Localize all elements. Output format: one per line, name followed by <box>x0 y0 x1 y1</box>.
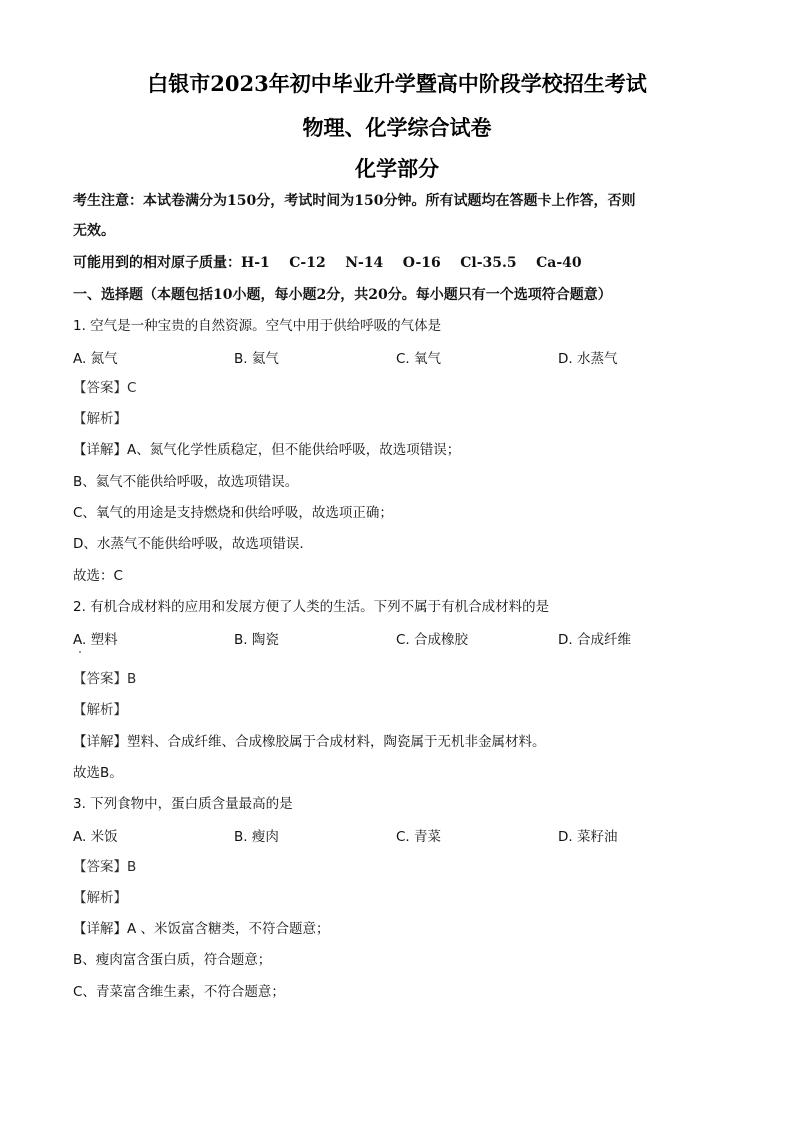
question-stem: 3. 下列食物中，蛋白质含量最高的是 <box>73 796 293 812</box>
detail-line: B、氦气不能供给呼吸，故选项错误。 <box>73 474 299 490</box>
question-stem: 1. 空气是一种宝贵的自然资源。空气中用于供给呼吸的气体是 <box>73 318 442 334</box>
exam-part-title: 化学部分 <box>355 156 439 181</box>
detail-line: 【详解】塑料、合成纤维、合成橡胶属于合成材料，陶瓷属于无机非金属材料。 <box>73 734 546 750</box>
answer-label: 【答案】B <box>73 671 137 687</box>
question-stem: 2. 有机合成材料的应用和发展方便了人类的生活。下列不属于有机合成材料的是 <box>73 599 550 615</box>
detail-line: B、瘦肉富含蛋白质，符合题意； <box>73 952 272 968</box>
notice-line-2: 无效。 <box>73 223 115 239</box>
option-d: D. 水蒸气 <box>558 351 618 367</box>
option-b: B. 瘦肉 <box>234 829 279 845</box>
exam-subtitle: 物理、化学综合试卷 <box>302 115 492 140</box>
scan-speck <box>79 651 81 653</box>
conclusion-line: 故选：C <box>73 568 123 584</box>
option-a: A. 米饭 <box>73 829 118 845</box>
option-c: C. 合成橡胶 <box>396 632 469 648</box>
analysis-label: 【解析】 <box>73 702 127 718</box>
option-a: A. 塑料 <box>73 632 118 648</box>
detail-line: 【详解】A 、米饭富含糖类，不符合题意； <box>73 921 330 937</box>
option-d: D. 菜籽油 <box>558 829 618 845</box>
option-c: C. 青菜 <box>396 829 442 845</box>
answer-label: 【答案】C <box>73 380 137 396</box>
notice-line-1: 考生注意：本试卷满分为150分，考试时间为150分钟。所有试题均在答题卡上作答，否则 <box>73 193 636 209</box>
detail-line: D、水蒸气不能供给呼吸，故选项错误. <box>73 536 304 552</box>
option-d: D. 合成纤维 <box>558 632 631 648</box>
option-b: B. 陶瓷 <box>234 632 279 648</box>
detail-line: 【详解】A、氮气化学性质稳定，但不能供给呼吸，故选项错误； <box>73 442 461 458</box>
section-heading: 一、选择题（本题包括10小题，每小题2分，共20分。每小题只有一个选项符合题意） <box>73 287 612 303</box>
exam-title: 白银市2023年初中毕业升学暨高中阶段学校招生考试 <box>147 71 647 96</box>
option-b: B. 氦气 <box>234 351 279 367</box>
option-c: C. 氧气 <box>396 351 442 367</box>
detail-line: C、青菜富含维生素，不符合题意； <box>73 984 285 1000</box>
answer-label: 【答案】B <box>73 859 137 875</box>
atomic-mass-line: 可能用到的相对原子质量：H-1 C-12 N-14 O-16 Cl-35.5 Ca-40 <box>73 255 582 271</box>
conclusion-line: 故选B。 <box>73 765 123 781</box>
detail-line: C、氧气的用途是支持燃烧和供给呼吸，故选项正确； <box>73 505 393 521</box>
analysis-label: 【解析】 <box>73 890 127 906</box>
option-a: A. 氮气 <box>73 351 118 367</box>
analysis-label: 【解析】 <box>73 411 127 427</box>
